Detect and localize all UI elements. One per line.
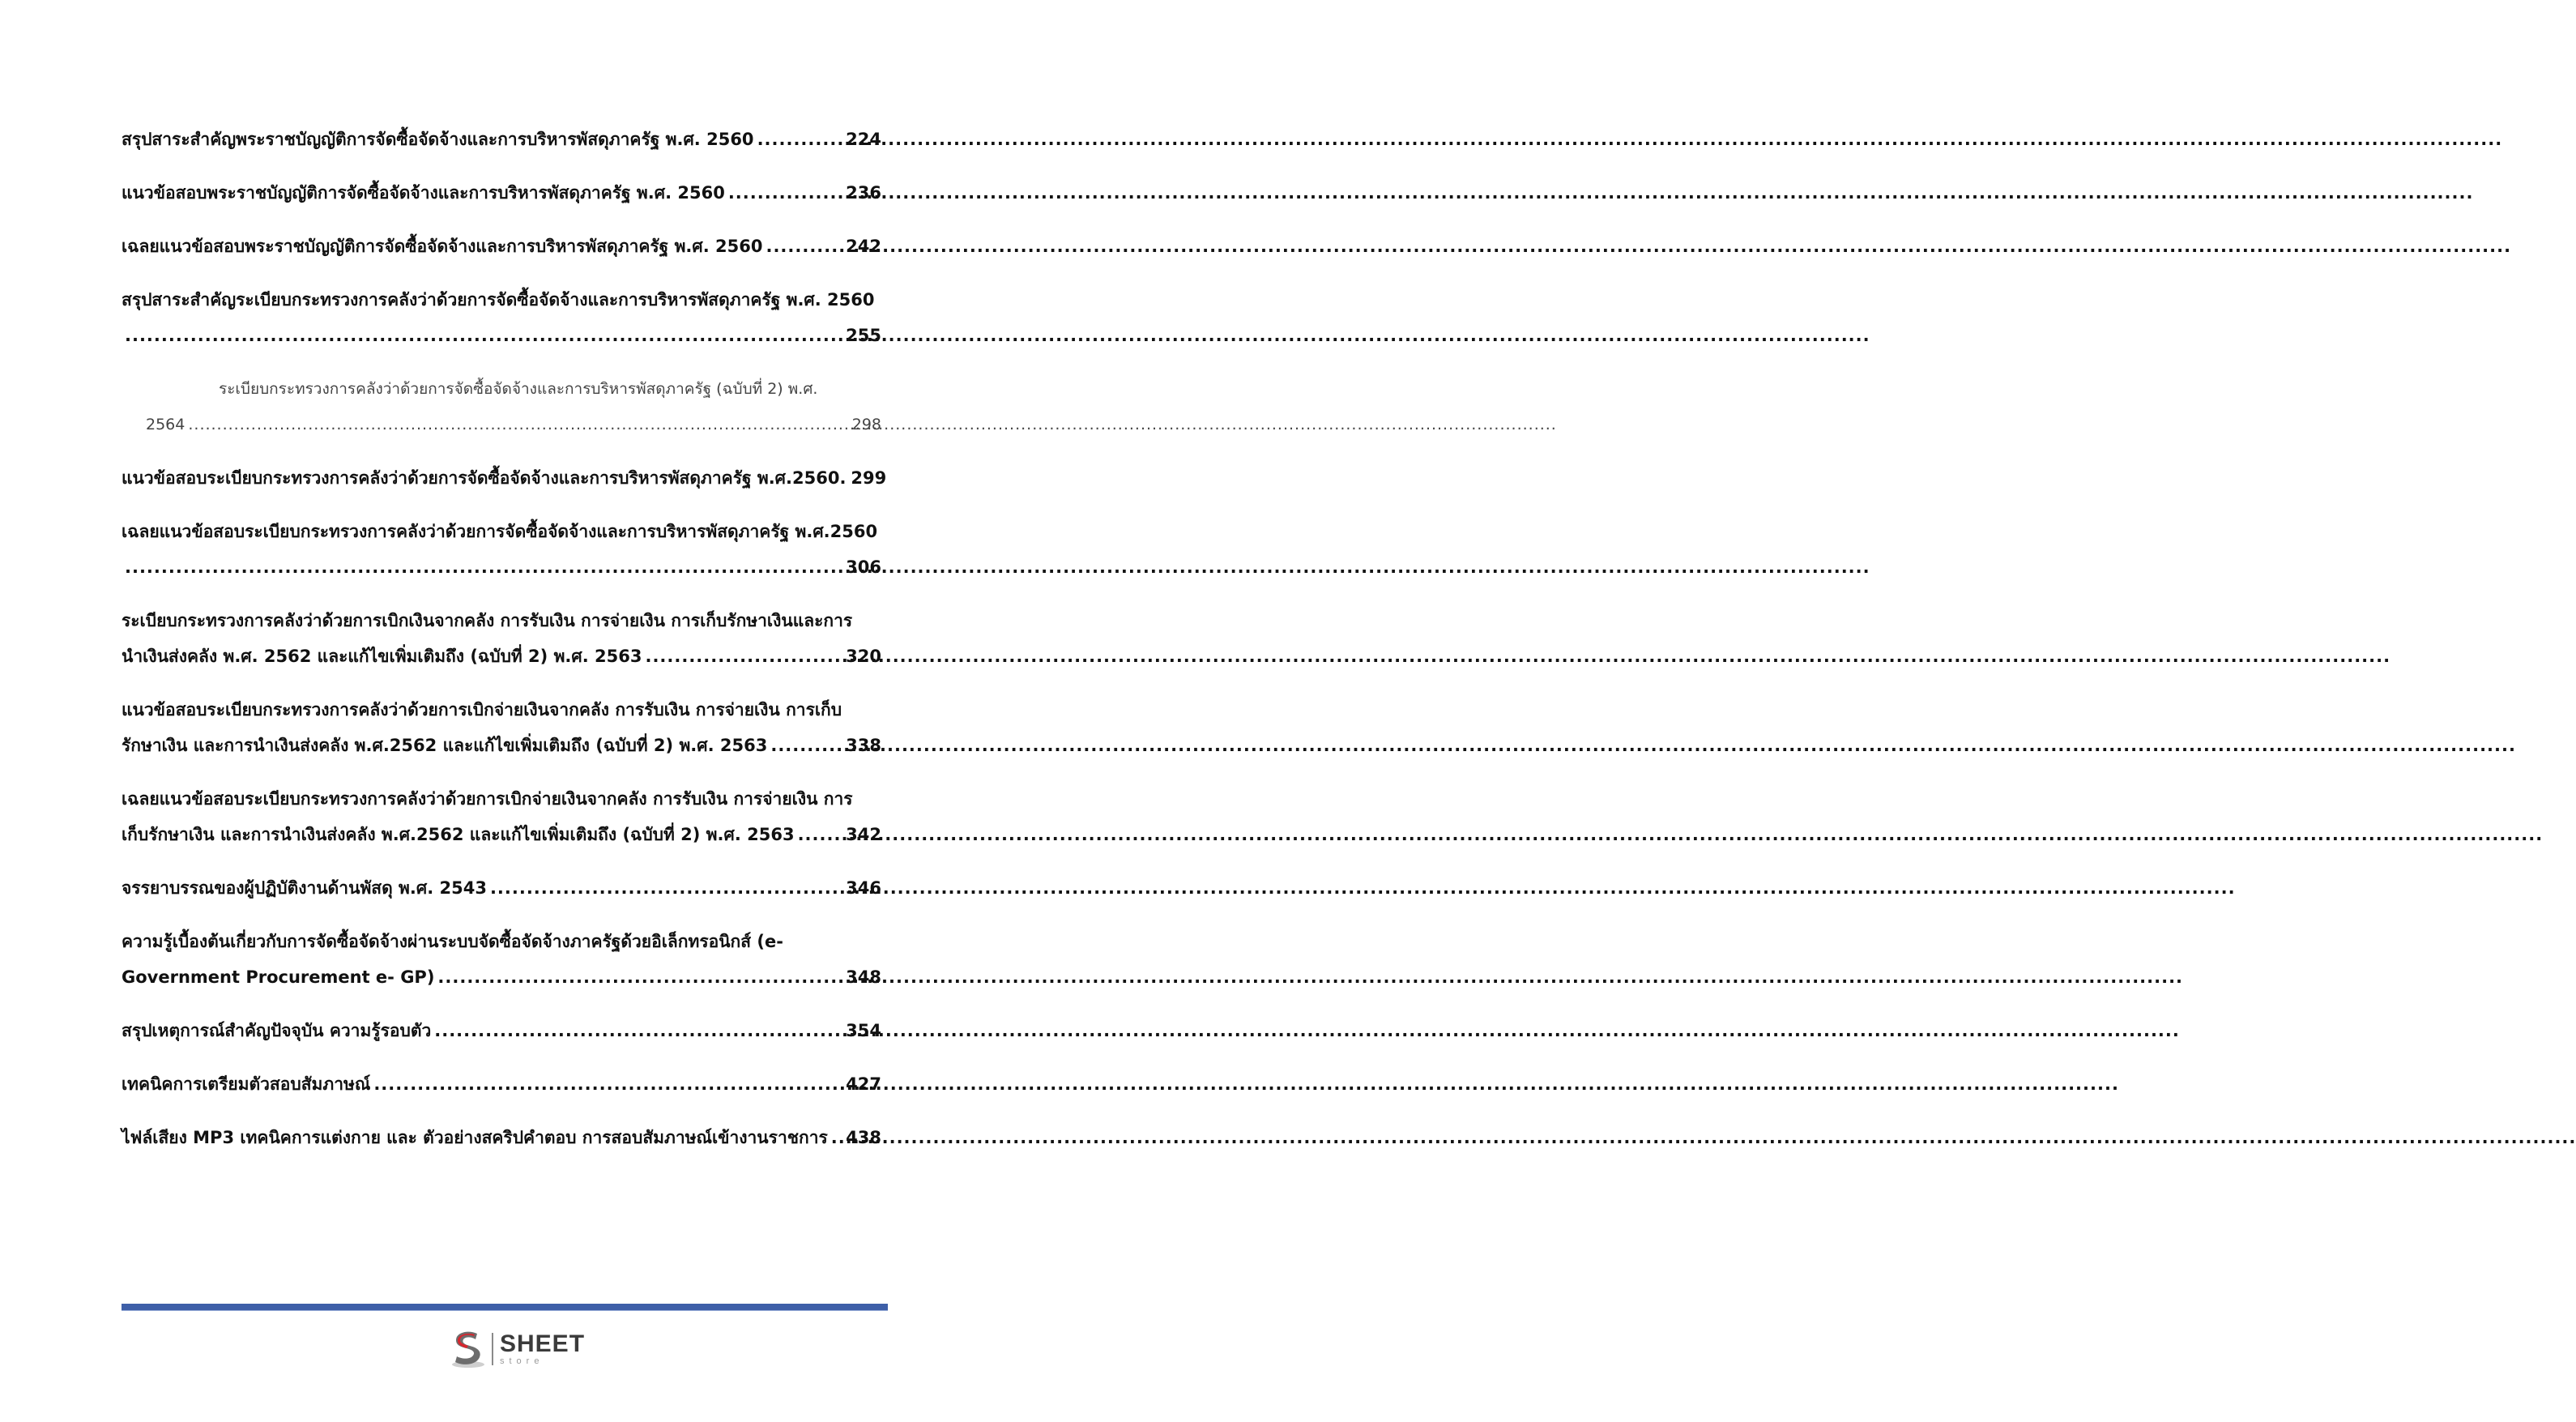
toc-entry[interactable]: [122, 1066, 881, 1102]
toc-entry[interactable]: [122, 282, 881, 353]
dot-leader: [125, 318, 842, 353]
toc-page-number: 427: [846, 1074, 881, 1094]
toc-entry[interactable]: [122, 870, 881, 906]
sheet-store-logo: [450, 1326, 587, 1372]
toc-entry-title-cont: เก็บรักษาเงิน และการนำเงินส่งคลัง พ.ศ.2562 และแก้ไขเพิ่มเติมถึง (ฉบับที่ 2) พ.ศ. 2563: [122, 825, 795, 844]
footer-rule: [122, 1304, 888, 1311]
dot-leader: [770, 728, 842, 763]
toc-page-number: 224: [846, 130, 881, 149]
toc-entry[interactable]: [122, 781, 881, 852]
toc-entry-title: สรุปสาระสำคัญระเบียบกระทรวงการคลังว่าด้วยการจัดซื้อจัดจ้างและการบริหารพัสดุภาครัฐ พ.ศ. 2560: [122, 290, 875, 310]
toc-entry-title: แนวข้อสอบระเบียบกระทรวงการคลังว่าด้วยการจัดซื้อจัดจ้างและการบริหารพัสดุภาครัฐ พ.ศ.2560.: [122, 468, 847, 488]
dot-leader: [125, 549, 842, 585]
toc-entry[interactable]: [122, 1013, 881, 1048]
toc-entry-title: ความรู้เบื้องต้นเกี่ยวกับการจัดซื้อจัดจ้างผ่านระบบจัดซื้อจัดจ้างภาครัฐด้วยอิเล็กทรอนิกส์ (e-: [122, 932, 783, 951]
toc-page-number: 306: [846, 557, 881, 577]
toc-entry-title: เฉลยแนวข้อสอบระเบียบกระทรวงการคลังว่าด้วยการจัดซื้อจัดจ้างและการบริหารพัสดุภาครัฐ พ.ศ.2560: [122, 522, 878, 541]
toc-page-number: 242: [846, 237, 881, 256]
toc-entry-title: ไฟล์เสียง MP3 เทคนิคการแต่งกาย และ ตัวอย่างสคริปคำตอบ การสอบสัมภาษณ์เข้างานราชการ: [122, 1128, 828, 1147]
toc-entry-title: ระเบียบกระทรวงการคลังว่าด้วยการจัดซื้อจัดจ้างและการบริหารพัสดุภาครัฐ (ฉบับที่ 2) พ.ศ.: [219, 380, 818, 398]
toc-entry-title: จรรยาบรรณของผู้ปฏิบัติงานด้านพัสดุ พ.ศ. 2543: [122, 878, 487, 898]
toc-entry[interactable]: [122, 603, 881, 674]
dot-leader: [798, 817, 843, 852]
toc-entry-title: สรุปเหตุการณ์สำคัญปัจจุบัน ความรู้รอบตัว: [122, 1021, 432, 1040]
toc-entry-title: แนวข้อสอบพระราชบัญญัติการจัดซื้อจัดจ้างและการบริหารพัสดุภาครัฐ พ.ศ. 2560: [122, 183, 725, 203]
toc-entry-title: เทคนิคการเตรียมตัวสอบสัมภาษณ์: [122, 1074, 371, 1094]
toc-entry[interactable]: [122, 460, 887, 496]
dot-leader: [728, 175, 842, 211]
toc-page-number: 255: [846, 326, 881, 345]
sheet-s-logo-icon: [450, 1329, 487, 1369]
toc-subentry[interactable]: [122, 371, 881, 442]
toc-page-number: 338: [846, 736, 881, 755]
toc-page-number: 299: [851, 468, 887, 488]
toc-page-number: 236: [846, 183, 881, 203]
toc-entry-title-cont: รักษาเงิน และการนำเงินส่งคลัง พ.ศ.2562 และแก้ไขเพิ่มเติมถึง (ฉบับที่ 2) พ.ศ. 2563: [122, 736, 768, 755]
dot-leader: [188, 407, 848, 442]
toc-entry[interactable]: [122, 1120, 881, 1155]
dot-leader: [645, 638, 842, 674]
toc-page-number: 348: [846, 967, 881, 987]
toc-entry-title-cont: นำเงินส่งคลัง พ.ศ. 2562 และแก้ไขเพิ่มเติมถึง (ฉบับที่ 2) พ.ศ. 2563: [122, 647, 642, 666]
toc-entry-title: เฉลยแนวข้อสอบระเบียบกระทรวงการคลังว่าด้วยการเบิกจ่ายเงินจากคลัง การรับเงิน การจ่ายเงิน การ: [122, 789, 853, 809]
toc-entry[interactable]: [122, 692, 881, 763]
dot-leader: [373, 1066, 842, 1102]
toc-page-number: 320: [846, 647, 881, 666]
toc-entry-title: เฉลยแนวข้อสอบพระราชบัญญัติการจัดซื้อจัดจ้างและการบริหารพัสดุภาครัฐ พ.ศ. 2560: [122, 237, 763, 256]
dot-leader: [757, 122, 843, 157]
toc-entry[interactable]: [122, 122, 881, 157]
logo-divider: [492, 1333, 493, 1365]
toc-entry-title: สรุปสาระสำคัญพระราชบัญญัติการจัดซื้อจัดจ้างและการบริหารพัสดุภาครัฐ พ.ศ. 2560: [122, 130, 754, 149]
dot-leader: [766, 228, 842, 264]
toc-entry-title-cont: 2564: [146, 416, 186, 433]
toc-entry[interactable]: [122, 228, 881, 264]
toc-page-number: 354: [846, 1021, 881, 1040]
table-of-contents: [122, 122, 887, 1173]
toc-entry-title: แนวข้อสอบระเบียบกระทรวงการคลังว่าด้วยการเบิกจ่ายเงินจากคลัง การรับเงิน การจ่ายเงิน การเก็บ: [122, 700, 842, 720]
toc-page-number: 298: [851, 416, 881, 433]
toc-entry[interactable]: [122, 175, 881, 211]
logo-wordmark: SHEET: [500, 1330, 586, 1357]
toc-page-number: 438: [846, 1128, 881, 1147]
toc-entry-title-cont: Government Procurement e- GP): [122, 967, 435, 987]
dot-leader: [437, 959, 842, 995]
dot-leader: [490, 870, 842, 906]
toc-page-number: 342: [846, 825, 881, 844]
toc-entry-title: ระเบียบกระทรวงการคลังว่าด้วยการเบิกเงินจากคลัง การรับเงิน การจ่ายเงิน การเก็บรักษาเงินและการ: [122, 611, 853, 630]
toc-entry[interactable]: [122, 924, 881, 995]
dot-leader: [831, 1120, 842, 1155]
logo-subtext: store: [500, 1356, 544, 1366]
dot-leader: [434, 1013, 842, 1048]
toc-entry[interactable]: [122, 514, 881, 585]
toc-page-number: 346: [846, 878, 881, 898]
